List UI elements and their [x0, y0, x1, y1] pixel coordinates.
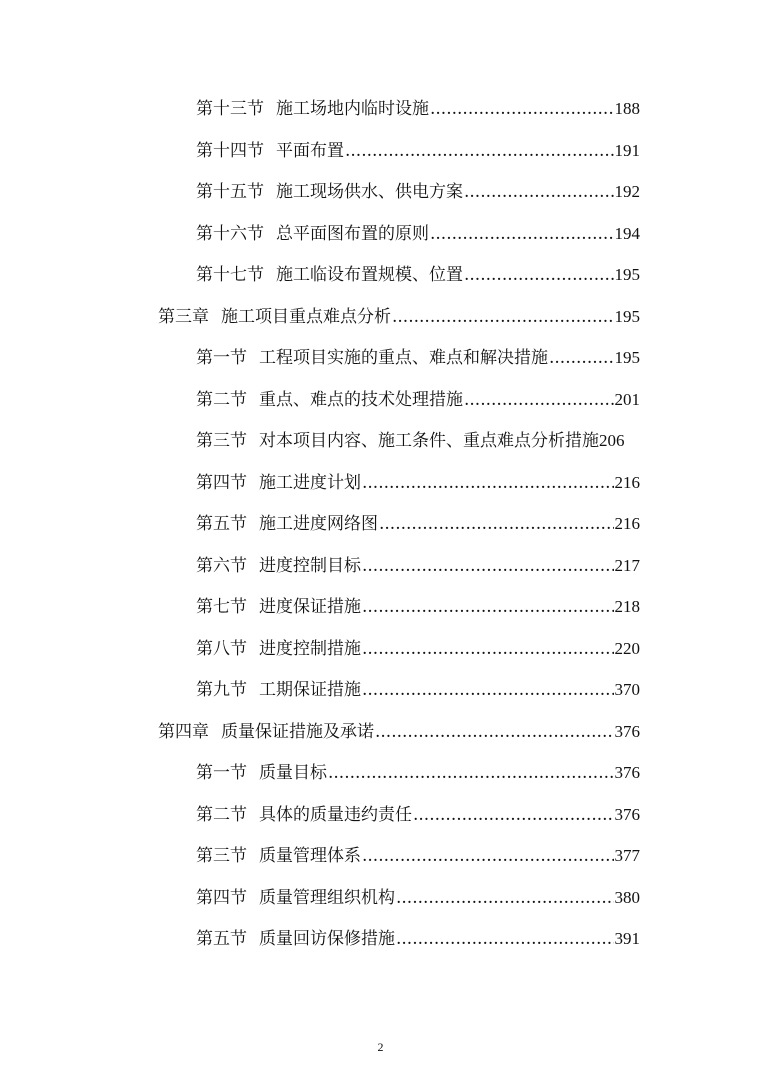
toc-entry-title: 进度控制措施: [259, 639, 361, 659]
toc-entry-page: 377: [614, 846, 640, 865]
toc-chapter-entry[interactable]: [158, 719, 640, 745]
toc-entry-label: 第六节: [196, 556, 247, 576]
toc-dot-leader: [362, 553, 614, 579]
toc-dot-leader: [413, 802, 614, 828]
toc-entry-label: 第三章: [158, 307, 209, 327]
toc-entry-title: 质量管理组织机构: [259, 888, 395, 908]
toc-entry-page: 380: [614, 888, 640, 907]
toc-entry-label: 第三节: [196, 846, 247, 866]
toc-entry-label: 第十四节: [196, 141, 264, 161]
toc-entry-label: 第十五节: [196, 182, 264, 202]
toc-entry-title: 工期保证措施: [259, 680, 361, 700]
toc-entry-label: 第八节: [196, 639, 247, 659]
toc-entry-title: 施工现场供水、供电方案: [276, 182, 463, 202]
toc-entry-page: 201: [614, 390, 640, 409]
toc-entry-title: 进度控制目标: [259, 556, 361, 576]
toc-entry[interactable]: [196, 677, 640, 703]
toc-entry-title: 施工进度网络图: [259, 514, 378, 534]
toc-entry-title: 质量回访保修措施: [259, 929, 395, 949]
toc-entry-label: 第二节: [196, 805, 247, 825]
toc-dot-leader: [430, 221, 614, 247]
toc-entry[interactable]: [196, 345, 640, 371]
toc-dot-leader: [328, 760, 614, 786]
toc-entry[interactable]: [196, 96, 640, 122]
toc-dot-leader: [362, 636, 614, 662]
toc-entry-title: 平面布置: [276, 141, 344, 161]
toc-dot-leader: [345, 138, 614, 164]
toc-entry-page: 376: [614, 805, 640, 824]
toc-entry-page: 376: [614, 722, 640, 741]
toc-entry-title: 总平面图布置的原则: [276, 224, 429, 244]
toc-entry-page: 195: [614, 307, 640, 326]
toc-dot-leader: [362, 843, 614, 869]
toc-chapter-entry[interactable]: [158, 304, 640, 330]
toc-dot-leader: [379, 511, 614, 537]
toc-entry[interactable]: [196, 802, 640, 828]
toc-entry-page: 195: [614, 265, 640, 284]
toc-entry[interactable]: [196, 470, 640, 496]
toc-entry-page: 188: [614, 99, 640, 118]
toc-entry-label: 第一节: [196, 348, 247, 368]
toc-dot-leader: [430, 96, 614, 122]
toc-entry[interactable]: [196, 594, 640, 620]
toc-entry-page: 192: [614, 182, 640, 201]
toc-entry[interactable]: [196, 138, 640, 164]
toc-entry-page: 370: [614, 680, 640, 699]
toc-entry-title: 工程项目实施的重点、难点和解决措施: [259, 348, 548, 368]
toc-entry-page: 194: [614, 224, 640, 243]
toc-entry[interactable]: [196, 179, 640, 205]
toc-entry-title: 重点、难点的技术处理措施: [259, 390, 463, 410]
toc-entry-title: 进度保证措施: [259, 597, 361, 617]
toc-entry-title: 对本项目内容、施工条件、重点难点分析措施: [259, 431, 599, 451]
toc-entry-title: 施工临设布置规模、位置: [276, 265, 463, 285]
toc-entry-title: 质量管理体系: [259, 846, 361, 866]
toc-entry[interactable]: [196, 760, 640, 786]
toc-entry-title: 具体的质量违约责任: [259, 805, 412, 825]
toc-dot-leader: [549, 345, 614, 371]
toc-entry-label: 第三节: [196, 431, 247, 451]
toc-entry[interactable]: [196, 843, 640, 869]
toc-entry-page: 391: [614, 929, 640, 948]
toc-entry-page: 206: [599, 431, 625, 450]
toc-entry-label: 第二节: [196, 390, 247, 410]
toc-dot-leader: [396, 885, 614, 911]
toc-entry-page: 195: [614, 348, 640, 367]
toc-entry[interactable]: [196, 511, 640, 537]
toc-entry-label: 第九节: [196, 680, 247, 700]
toc-entry-label: 第十七节: [196, 265, 264, 285]
toc-entry[interactable]: [196, 387, 640, 413]
toc-entry-page: 218: [614, 597, 640, 616]
toc-entry-page: 216: [614, 473, 640, 492]
toc-entry-label: 第七节: [196, 597, 247, 617]
toc-entry-title: 质量目标: [259, 763, 327, 783]
toc-entry-label: 第十三节: [196, 99, 264, 119]
toc-entry[interactable]: [196, 553, 640, 579]
toc-entry-label: 第四节: [196, 888, 247, 908]
toc-entry[interactable]: [196, 636, 640, 662]
toc-entry-title: 质量保证措施及承诺: [221, 722, 374, 742]
toc-entry-label: 第五节: [196, 514, 247, 534]
toc-entry[interactable]: [196, 262, 640, 288]
toc-entry[interactable]: [196, 428, 666, 454]
toc-entry-label: 第五节: [196, 929, 247, 949]
toc-dot-leader: [464, 262, 614, 288]
toc-dot-leader: [362, 677, 614, 703]
toc-entry-page: 191: [614, 141, 640, 160]
toc-entry-label: 第四节: [196, 473, 247, 493]
toc-dot-leader: [362, 594, 614, 620]
page-number: 2: [377, 1040, 384, 1054]
toc-entry-label: 第四章: [158, 722, 209, 742]
toc-entry-page: 220: [614, 639, 640, 658]
toc-entry[interactable]: [196, 221, 640, 247]
toc-entry-page: 376: [614, 763, 640, 782]
toc-entry-label: 第一节: [196, 763, 247, 783]
toc-dot-leader: [396, 926, 614, 952]
toc-dot-leader: [464, 387, 614, 413]
toc-entry-page: 216: [614, 514, 640, 533]
toc-entry-title: 施工进度计划: [259, 473, 361, 493]
toc-entry-title: 施工场地内临时设施: [276, 99, 429, 119]
toc-dot-leader: [464, 179, 614, 205]
toc-entry-label: 第十六节: [196, 224, 264, 244]
toc-entry-title: 施工项目重点难点分析: [221, 307, 391, 327]
toc-entry-page: 217: [614, 556, 640, 575]
toc-dot-leader: [375, 719, 614, 745]
toc-dot-leader: [362, 470, 614, 496]
toc-entry[interactable]: [196, 885, 640, 911]
toc-dot-leader: [392, 304, 614, 330]
toc-entry[interactable]: [196, 926, 640, 952]
